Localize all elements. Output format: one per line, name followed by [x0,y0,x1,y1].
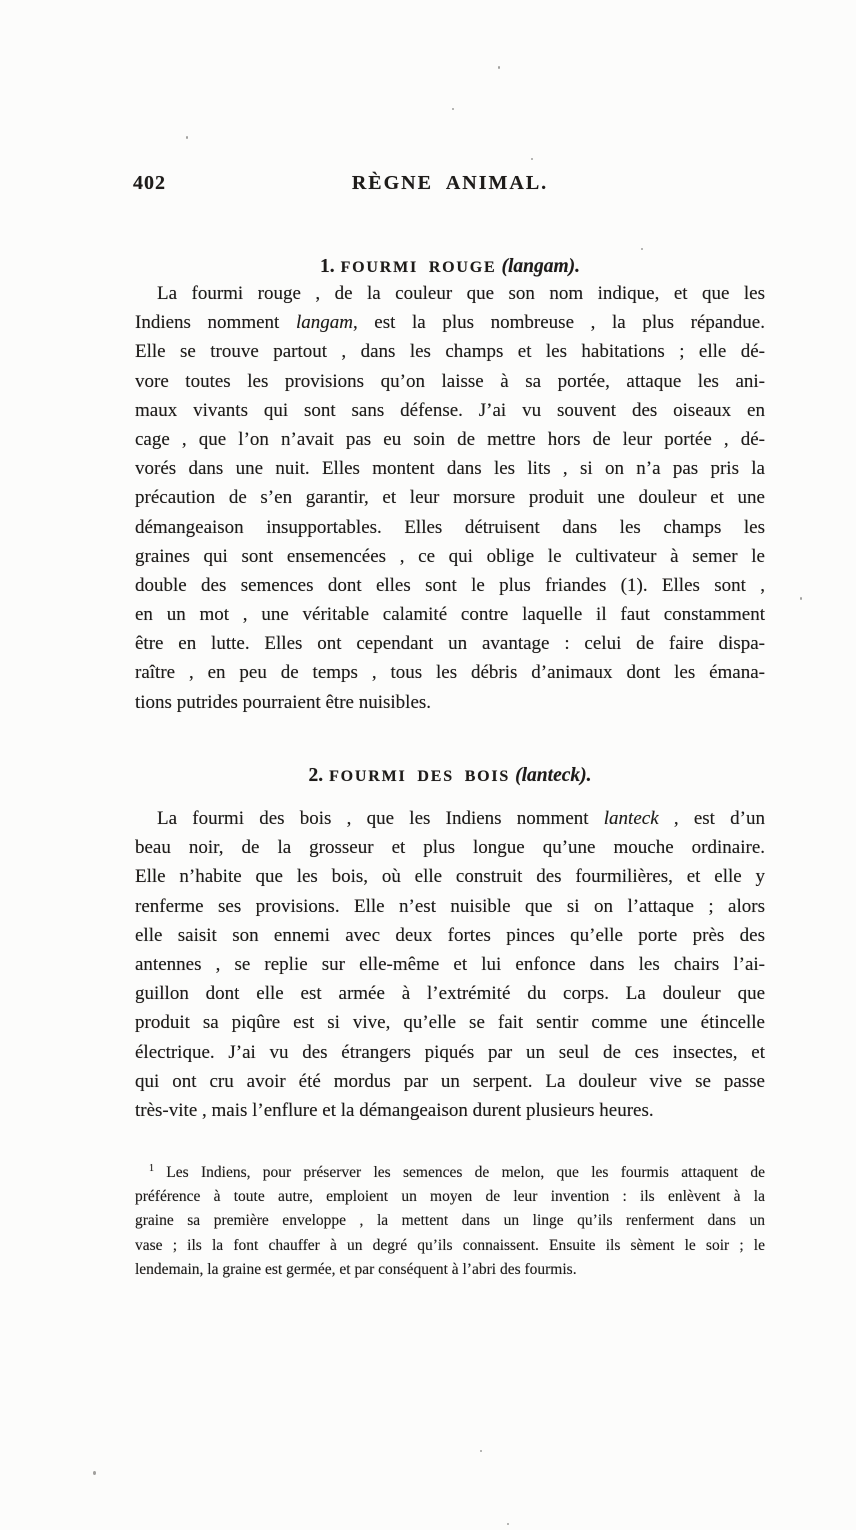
text-line: antennes , se replie sur elle-même et lui enfonce dans les chairs l’ai- [135,953,765,975]
text-line: elle saisit son ennemi avec deux fortes pinces qu’elle porte près des [135,924,765,946]
text-line: Elle n’habite que les bois, où elle construit des fourmilières, et elle y [135,866,765,888]
text-line: maux vivants qui sont sans défense. J’ai vu souvent des oiseaux en [135,399,765,421]
paragraph-fourmi-des-bois [135,804,765,1125]
section-title: FOURMI ROUGE [340,259,497,277]
text-line: graine sa première enveloppe , la mettent dans un linge qu’ils renferment dans un [135,1212,765,1230]
scan-speck [531,158,533,160]
text-line: vore toutes les provisions qu’on laisse à sa portée, attaque les ani- [135,370,765,392]
page-number: 402 [133,172,166,194]
text-line: beau noir, de la grosseur et plus longue qu’une mouche ordinaire. [135,837,765,859]
text-line: être en lutte. Elles ont cependant un avantage : celui de faire dispa- [135,633,765,655]
text-line: démangeaison insupportables. Elles détruisent dans les champs les [135,516,765,538]
scan-speck [507,1523,509,1525]
scan-speck [186,136,188,139]
text-line: lendemain, la graine est germée, et par conséquent à l’abri des fourmis. [135,1260,577,1278]
section-number: 1. [319,256,335,278]
text-line: très-vite , mais l’enflure et la démangeaison durent plusieurs heures. [135,1099,654,1121]
text-line: La fourmi rouge , de la couleur que son nom indique, et que les [157,283,765,304]
section-heading-fourmi-rouge [135,256,765,278]
text-line: vase ; ils la font chauffer à un degré qu’ils connaissent. Ensuite ils sèment le soir ; le [135,1236,765,1254]
text-line: précaution de s’en garantir, et leur morsure produit une douleur et une [135,487,765,509]
text-line: vorés dans une nuit. Elles montent dans les lits , si on n’a pas pris la [135,458,765,480]
text-line: qui ont cru avoir été mordus par un serpent. La douleur vive se passe [135,1070,765,1092]
text-line: $^1$ Les Indiens, pour préserver les semences de melon, que les fourmis attaquent de [149,1162,765,1181]
paragraph-fourmi-rouge [135,279,765,717]
scan-speck [480,1450,482,1452]
section-species-name: (lanteck). [515,765,592,787]
running-title: RÈGNE ANIMAL. [351,172,549,194]
scan-speck [498,66,500,69]
text-line: cage , que l’on n’avait pas eu soin de mettre hors de leur portée , dé- [135,428,765,450]
text-line: tions putrides pourraient être nuisibles. [135,691,432,713]
text-line: graines qui sont ensemencées , ce qui oblige le cultivateur à semer le [135,545,765,567]
text-line: Indiens nomment langam, est la plus nombreuse , la plus répandue. [135,312,765,334]
running-head [135,172,765,195]
text-line: produit sa piqûre est si vive, qu’elle se fait sentir comme une étincelle [135,1012,765,1034]
scan-speck [93,1471,96,1475]
text-line: Elle se trouve partout , dans les champs et les habitations ; elle dé- [135,341,765,363]
scan-speck [452,108,454,110]
section-species-name: (langam). [501,256,581,278]
scan-speck [641,248,643,250]
section-title: FOURMI DES BOIS [329,768,511,786]
text-line: raître , en peu de temps , tous les débris d’animaux dont les émana- [135,662,765,684]
scan-speck [800,597,802,600]
text-line: double des semences dont elles sont le plus friandes (1). Elles sont , [135,574,765,596]
section-number: 2. [308,765,324,787]
text-line: électrique. J’ai vu des étrangers piqués par un seul de ces insectes, et [135,1041,765,1063]
footnote [135,1161,765,1282]
text-line: La fourmi des bois , que les Indiens nomment lanteck , est d’un [157,808,765,829]
text-line: en un mot , une véritable calamité contre laquelle il faut constamment [135,604,765,626]
text-line: guillon dont elle est armée à l’extrémité du corps. La douleur que [135,983,765,1005]
text-line: préférence à toute autre, emploient un moyen de leur invention : ils enlèvent à la [135,1188,765,1206]
section-heading-fourmi-des-bois [135,765,765,787]
text-line: renferme ses provisions. Elle n’est nuisible que si on l’attaque ; alors [135,895,765,917]
